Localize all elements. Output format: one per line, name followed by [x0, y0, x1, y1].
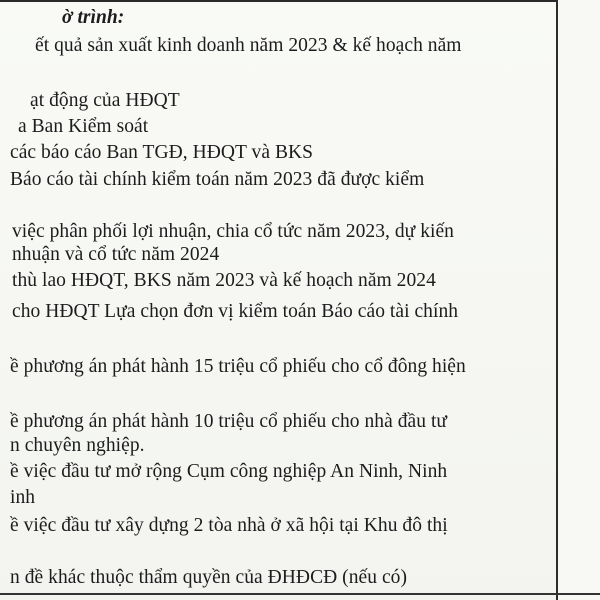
text-line-14: inh — [10, 487, 36, 508]
text-line-13: ề việc đầu tư mở rộng Cụm công nghiệp An Ninh, Ninh — [10, 461, 448, 482]
text-line-6: việc phân phối lợi nhuận, chia cổ tức năm 2023, dự kiến — [12, 221, 454, 242]
section-heading: ờ trình: — [62, 7, 125, 28]
text-line-5: Báo cáo tài chính kiểm toán năm 2023 đã được kiểm — [10, 169, 425, 190]
text-line-4: các báo cáo Ban TGĐ, HĐQT và BKS — [10, 142, 314, 163]
text-line-1: ết quả sản xuất kinh doanh năm 2023 & kế hoạch năm — [35, 35, 462, 56]
text-line-11: ề phương án phát hành 10 triệu cổ phiếu cho nhà đầu tư — [10, 411, 448, 432]
table-right-column — [558, 0, 600, 600]
table-bottom-border — [0, 593, 600, 595]
text-line-16: n đề khác thuộc thẩm quyền của ĐHĐCĐ (nếu có) — [10, 567, 408, 588]
text-line-7: nhuận và cổ tức năm 2024 — [12, 244, 220, 265]
text-line-9: cho HĐQT Lựa chọn đơn vị kiểm toán Báo cáo tài chính — [12, 301, 459, 322]
text-line-8: thù lao HĐQT, BKS năm 2023 và kế hoạch năm 2024 — [12, 270, 436, 291]
text-line-10: ề phương án phát hành 15 triệu cổ phiếu cho cổ đông hiện — [10, 356, 466, 377]
text-line-3: a Ban Kiểm soát — [18, 116, 149, 137]
text-line-15: ề việc đầu tư xây dựng 2 tòa nhà ở xã hội tại Khu đô thị — [10, 515, 448, 536]
text-line-2: ạt động của HĐQT — [30, 90, 180, 111]
text-line-12: n chuyên nghiệp. — [10, 435, 145, 456]
